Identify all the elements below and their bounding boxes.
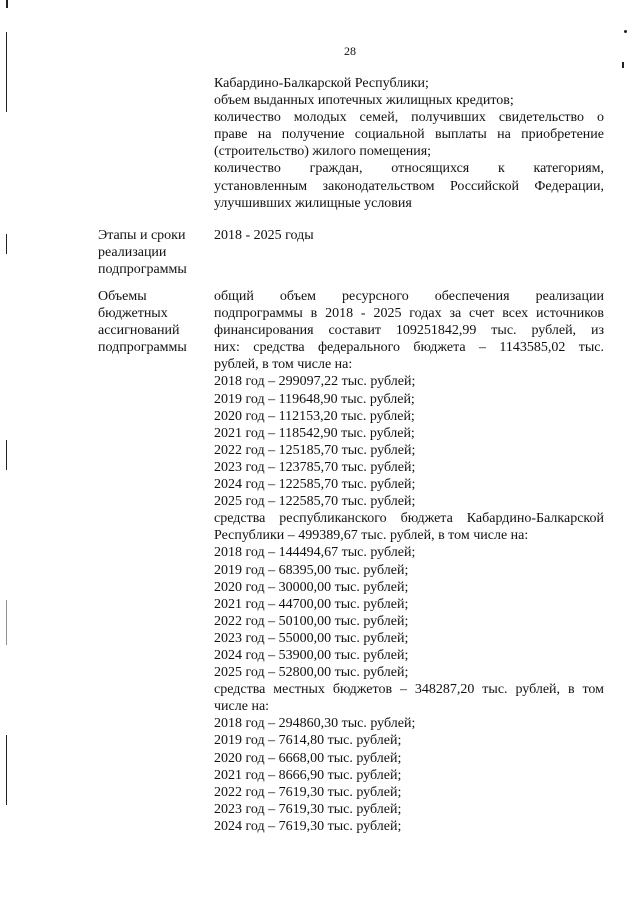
text-line: подпрограммы в 2018 - 2025 годах за счет всех источников [214, 306, 604, 322]
scan-margin-mark [6, 32, 7, 112]
page-number: 28 [344, 44, 356, 58]
text-line: 2021 год – 44700,00 тыс. рублей; [214, 596, 409, 612]
label-line: ассигнований [98, 323, 180, 338]
text-line: 2019 год – 68395,00 тыс. рублей; [214, 562, 409, 578]
text-line: числе на: [214, 699, 270, 715]
text-line: 2020 год – 30000,00 тыс. рублей; [214, 579, 409, 595]
text-line: 2018 год – 144494,67 тыс. рублей; [214, 545, 416, 561]
scan-margin-mark [6, 735, 7, 805]
text-line: финансирования составит 109251842,99 тыс. рублей, из [214, 323, 604, 339]
text-line: них: средства федерального бюджета – 1143585,02 тыс. [214, 340, 604, 356]
label-line: подпрограммы [98, 262, 187, 277]
text-line: 2019 год – 7614,80 тыс. рублей; [214, 733, 402, 749]
label-line: реализации [98, 245, 167, 260]
label-line: Объемы [98, 289, 147, 304]
top-text-block [214, 75, 604, 212]
scan-margin-mark [6, 440, 7, 470]
text-line: средства местных бюджетов – 348287,20 тыс. рублей, в том [214, 682, 604, 698]
text-line: праве на получение социальной выплаты на приобретение [214, 127, 604, 143]
text-line: улучшивших жилищные условия [214, 195, 412, 211]
text-line: 2021 год – 8666,90 тыс. рублей; [214, 767, 402, 783]
text-line: 2022 год – 125185,70 тыс. рублей; [214, 442, 416, 458]
text-line: 2024 год – 7619,30 тыс. рублей; [214, 818, 402, 834]
budget-text-block [214, 288, 604, 835]
text-line: 2020 год – 6668,00 тыс. рублей; [214, 750, 402, 766]
text-line: средства республиканского бюджета Кабардино-Балкарской [214, 511, 604, 527]
text-line: 2025 год – 52800,00 тыс. рублей; [214, 665, 409, 681]
scan-margin-mark [6, 0, 8, 8]
text-line: количество молодых семей, получивших свидетельство о [214, 110, 604, 126]
stages-value-text: 2018 - 2025 годы [214, 228, 314, 243]
text-line: 2023 год – 7619,30 тыс. рублей; [214, 801, 402, 817]
scan-margin-mark [6, 234, 7, 254]
text-line: 2018 год – 299097,22 тыс. рублей; [214, 374, 416, 390]
text-line: 2025 год – 122585,70 тыс. рублей; [214, 494, 416, 510]
text-line: 2023 год – 123785,70 тыс. рублей; [214, 459, 416, 475]
text-line: Кабардино-Балкарской Республики; [214, 76, 429, 91]
text-line: 2021 год – 118542,90 тыс. рублей; [214, 425, 415, 441]
scan-margin-mark [6, 600, 7, 645]
text-line: 2022 год – 7619,30 тыс. рублей; [214, 784, 402, 800]
text-line: рублей, в том числе на: [214, 357, 353, 373]
label-line: подпрограммы [98, 340, 187, 355]
text-line: установленным законодательством Российской Федерации, [214, 178, 604, 194]
text-line: количество граждан, относящихся к категориям, [214, 161, 604, 177]
text-line: Республики – 499389,67 тыс. рублей, в том числе на: [214, 528, 529, 544]
text-line: 2020 год – 112153,20 тыс. рублей; [214, 408, 415, 424]
text-line: 2024 год – 122585,70 тыс. рублей; [214, 477, 416, 493]
text-line: общий объем ресурсного обеспечения реализации [214, 289, 604, 304]
text-line: 2018 год – 294860,30 тыс. рублей; [214, 716, 416, 732]
text-line: 2023 год – 55000,00 тыс. рублей; [214, 630, 409, 646]
budget-label [98, 288, 210, 356]
stages-value [214, 227, 604, 244]
scan-margin-mark [622, 62, 624, 68]
text-line: 2024 год – 53900,00 тыс. рублей; [214, 647, 409, 663]
label-line: бюджетных [98, 306, 168, 321]
text-line: объем выданных ипотечных жилищных кредитов; [214, 93, 514, 109]
text-line: 2019 год – 119648,90 тыс. рублей; [214, 391, 415, 407]
text-line: (строительство) жилого помещения; [214, 144, 432, 160]
stages-label [98, 227, 210, 278]
text-line: 2022 год – 50100,00 тыс. рублей; [214, 613, 409, 629]
label-line: Этапы и сроки [98, 228, 186, 243]
scan-margin-mark [624, 30, 627, 33]
